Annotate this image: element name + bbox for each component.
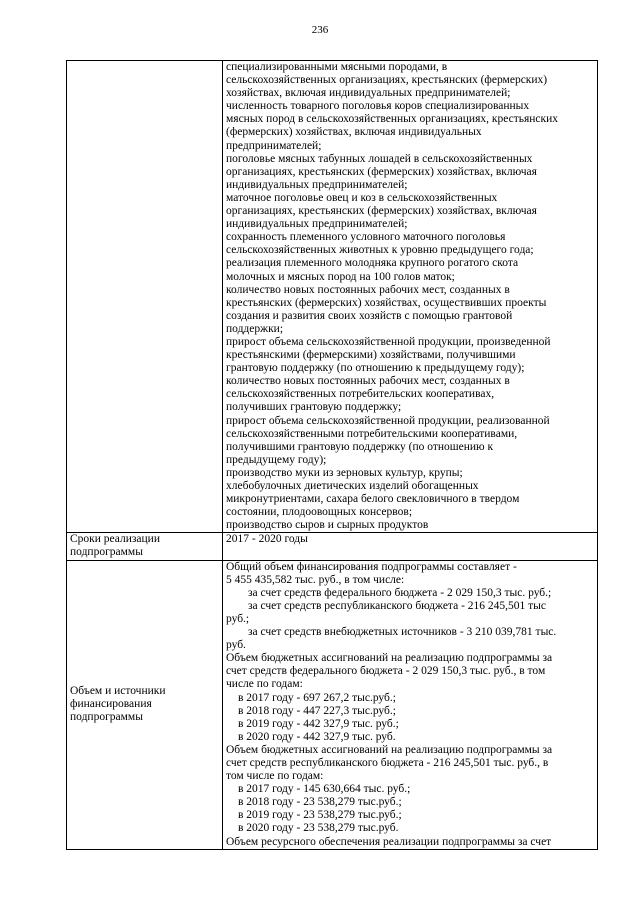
row-value-line: в 2018 году - 447 227,3 тыс.руб.; (238, 704, 396, 717)
passport-row (67, 533, 598, 560)
row-value-line: предыдущему году); (226, 453, 327, 466)
row-value-line: грантовую поддержку (по отношению к предыдущему году); (226, 362, 525, 375)
row-value-line: создания и развития своих хозяйств с помощью грантовой (226, 309, 513, 322)
row-value-line: хлебобулочных диетических изделий обогащенных (226, 480, 479, 492)
row-value-line: (фермерских) хозяйствах, включая индивидуальных (226, 126, 482, 139)
row-value-line: количество новых постоянных рабочих мест, созданных в (226, 283, 510, 296)
row-value-line: Объем бюджетных ассигнований на реализацию подпрограммы за (226, 743, 553, 756)
row-value-line: реализация племенного молодняка крупного рогатого скота (226, 257, 519, 270)
row-label-cell (67, 533, 223, 560)
row-label-line: подпрограммы (70, 711, 143, 724)
row-value-line: сельскохозяйственных потребительских кооперативах, (226, 388, 495, 401)
row-value-line: крестьянских (фермерских) хозяйствах, осуществивших проекты (226, 296, 547, 309)
row-value-line: в 2019 году - 23 538,279 тыс.руб.; (238, 809, 402, 822)
row-value-line: получивших грантовую поддержку; (226, 401, 402, 414)
row-value-line: индивидуальных предпринимателей; (226, 178, 408, 191)
row-value-line: сельскохозяйственных животных к уровню предыдущего года; (226, 244, 534, 257)
row-value-line: сельскохозяйственными потребительскими кооперативами, (226, 427, 518, 440)
row-value-line: за счет средств федерального бюджета - 2 029 150,3 тыс. руб.; (248, 586, 552, 599)
row-value-line: хозяйствах, включая индивидуальных предпринимателей; (226, 87, 511, 100)
row-value-line: получившими грантовую поддержку (по отношению к (226, 440, 494, 453)
row-value-line: индивидуальных предпринимателей; (226, 218, 408, 231)
row-value-line: маточное поголовье овец и коз в сельскохозяйственных (226, 191, 498, 204)
row-value-line: том числе по годам: (226, 770, 324, 783)
row-value-line: количество новых постоянных рабочих мест, созданных в (226, 375, 510, 388)
row-value-line: сохранность племенного условного маточного поголовья (226, 231, 506, 244)
row-value-line: предпринимателей; (226, 139, 322, 152)
passport-row (67, 560, 598, 849)
row-value-line: молочных и мясных пород на 100 голов маток; (226, 270, 455, 283)
row-value-line: счет средств республиканского бюджета - 216 245,501 тыс. руб., в (226, 756, 549, 769)
row-value-line: в 2020 году - 442 327,9 тыс. руб. (238, 730, 396, 743)
row-value-line: поддержки; (226, 322, 284, 335)
row-value-cell (223, 533, 598, 560)
row-value-line: производство муки из зерновых культур, крупы; (226, 466, 463, 479)
row-label-cell (67, 560, 223, 849)
subprogram-passport-table (66, 60, 598, 850)
row-label-line: подпрограммы (70, 546, 143, 559)
row-value-line: счет средств федерального бюджета - 2 029 150,3 тыс. руб., в том (226, 665, 546, 678)
row-value-line: в 2017 году - 145 630,664 тыс. руб.; (238, 783, 411, 796)
row-value-line: в 2018 году - 23 538,279 тыс.руб.; (238, 796, 402, 809)
row-label-cell (67, 61, 223, 533)
row-value-line: числе по годам: (226, 678, 303, 691)
row-value-cell (223, 560, 598, 849)
row-value-line: специализированными мясными породами, в (226, 61, 448, 73)
row-value-line: руб. (226, 639, 246, 652)
row-label-line: Сроки реализации (70, 533, 160, 546)
row-value-line: руб.; (226, 612, 250, 625)
row-value-line: микронутриентами, сахара белого свекловичного в твердом (226, 493, 520, 506)
row-value-line: Объем бюджетных ассигнований на реализацию подпрограммы за (226, 652, 553, 665)
row-value-line: организациях, крестьянских (фермерских) хозяйствах, включая (226, 205, 537, 218)
row-value-line: 5 455 435,582 тыс. руб., в том числе: (226, 573, 405, 586)
row-value-line: Объем ресурсного обеспечения реализации подпрограммы за счет (226, 835, 552, 848)
row-value-line: сельскохозяйственных организациях, крестьянских (фермерских) (226, 74, 548, 87)
row-value-line: прирост объема сельскохозяйственной продукции, реализованной (226, 414, 550, 427)
row-value-line: в 2019 году - 442 327,9 тыс. руб.; (238, 717, 399, 730)
row-value-line: за счет средств республиканского бюджета - 216 245,501 тыс (248, 599, 547, 612)
row-value-line: в 2020 году - 23 538,279 тыс.руб. (238, 822, 399, 835)
row-value-line: организациях, крестьянских (фермерских) хозяйствах, включая (226, 165, 537, 178)
row-value-line: мясных пород в сельскохозяйственных организациях, крестьянских (226, 113, 559, 126)
row-value-line: поголовье мясных табунных лошадей в сельскохозяйственных (226, 152, 533, 165)
row-value-line: производство сыров и сырных продуктов (226, 519, 429, 532)
row-value-line: Общий объем финансирования подпрограммы составляет - (226, 560, 517, 573)
passport-table-body (67, 61, 598, 850)
row-value-cell (223, 61, 598, 533)
passport-row (67, 61, 598, 533)
row-value-line: за счет средств внебюджетных источников - 3 210 039,781 тыс. (248, 626, 557, 639)
page-number: 236 (311, 24, 329, 36)
row-value-line: состоянии, плодоовощных консервов; (226, 506, 413, 519)
row-value-line: численность товарного поголовья коров специализированных (226, 100, 530, 113)
row-label-line: финансирования (70, 698, 152, 711)
row-value-line: 2017 - 2020 годы (226, 533, 308, 546)
row-value-line: прирост объема сельскохозяйственной продукции, произведенной (226, 335, 551, 348)
row-value-line: в 2017 году - 697 267,2 тыс.руб.; (238, 691, 396, 704)
row-value-line: крестьянскими (фермерскими) хозяйствами, получившими (226, 349, 516, 362)
row-label-line: Объем и источники (70, 684, 166, 697)
